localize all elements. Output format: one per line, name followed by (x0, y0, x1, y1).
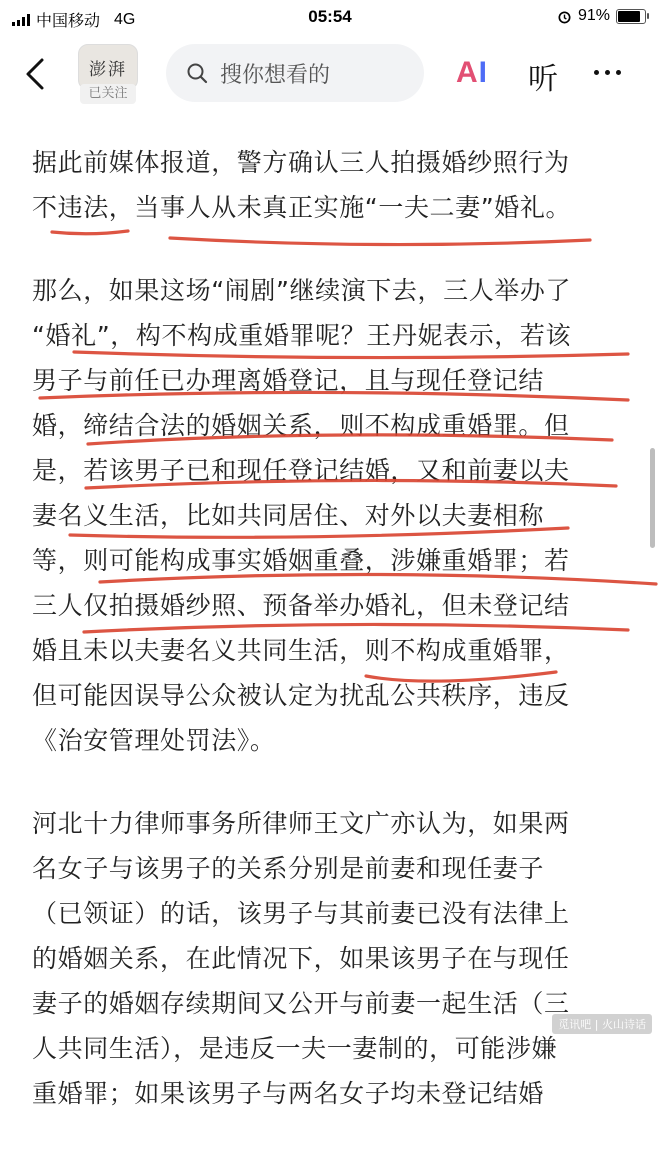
ai-label-i: I (478, 56, 489, 89)
text-line: 妻名义生活，比如共同居住、对外以夫妻相称 (32, 501, 545, 530)
text-line: 三人仅拍摄婚纱照、预备举办婚礼，但未登记结 (32, 591, 570, 620)
search-bar[interactable] (166, 44, 424, 102)
text-line: 重婚罪；如果该男子与两名女子均未登记结婚 (32, 1079, 545, 1108)
listen-button[interactable]: 听 (528, 62, 558, 97)
status-bar (0, 0, 660, 34)
text-line: 据此前媒体报道，警方确认三人拍摄婚纱照行为 (32, 148, 570, 177)
text-line: 是，若该男子已和现任登记结婚，又和前妻以夫 (32, 456, 570, 485)
alarm-icon (557, 9, 572, 24)
text-line: 的婚姻关系，在此情况下，如果该男子在与现任 (32, 944, 570, 973)
paragraph-3 (32, 801, 644, 1116)
ai-label-a: A (456, 56, 479, 89)
network-label: 4G (114, 10, 136, 28)
battery-icon (616, 9, 646, 24)
text-line: 男子与前任已办理离婚登记，且与现任登记结 (32, 366, 545, 395)
text-line: 那么，如果这场“闹剧”继续演下去，三人举办了 (32, 276, 572, 305)
follow-status[interactable]: 已关注 (80, 84, 136, 104)
text-line: 《治安管理处罚法》。 (32, 726, 276, 755)
text-line: 婚且未以夫妻名义共同生活，则不构成重婚罪， (32, 636, 570, 665)
battery-percent: 91% (577, 7, 610, 24)
more-icon[interactable] (594, 70, 621, 75)
ai-button[interactable] (456, 56, 488, 90)
text-line: 不违法，当事人从未真正实施“一夫二妻”婚礼。 (32, 193, 572, 222)
text-line: 婚，缔结合法的婚姻关系，则不构成重婚罪。但 (32, 411, 570, 440)
text-line: 人共同生活），是违反一夫一妻制的，可能涉嫌 (32, 1034, 558, 1063)
text-line: （已领证）的话，该男子与其前妻已没有法律上 (32, 899, 570, 928)
text-line: 但可能因误导公众被认定为扰乱公共秩序，违反 (32, 681, 570, 710)
paragraph-2 (32, 268, 644, 763)
search-placeholder: 搜你想看的 (220, 62, 331, 88)
text-line: “婚礼”，构不构成重婚罪呢？王丹妮表示，若该 (32, 321, 572, 350)
nav-bar (0, 34, 660, 114)
publisher-avatar[interactable] (78, 44, 138, 106)
battery-fill (618, 11, 640, 22)
text-line: 名女子与该男子的关系分别是前妻和现任妻子 (32, 854, 545, 883)
scrollbar-thumb[interactable] (650, 448, 655, 548)
status-right (557, 7, 646, 25)
avatar-logo: 澎湃 (78, 44, 138, 90)
carrier-label: 中国移动 (36, 13, 101, 30)
paragraph-1 (32, 140, 644, 230)
watermark: 觅讯吧 | 火山诗话 (552, 1014, 652, 1034)
text-line: 河北十力律师事务所律师王文广亦认为，如果两 (32, 809, 570, 838)
article-body (32, 140, 644, 1154)
text-line: 等，则可能构成事实婚姻重叠，涉嫌重婚罪；若 (32, 546, 570, 575)
search-icon (186, 62, 208, 84)
status-time: 05:54 (308, 7, 352, 26)
text-line: 妻子的婚姻存续期间又公开与前妻一起生活（三 (32, 989, 570, 1018)
back-icon[interactable] (22, 56, 54, 92)
